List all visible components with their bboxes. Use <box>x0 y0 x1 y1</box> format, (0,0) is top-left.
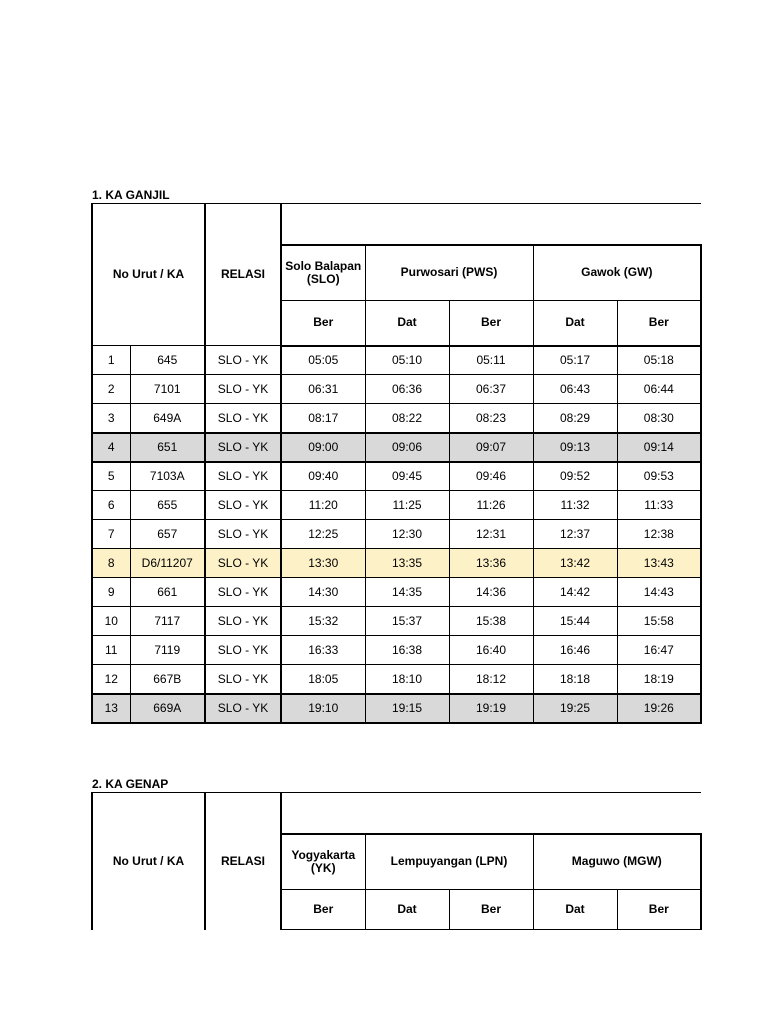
relasi-cell: SLO - YK <box>205 636 281 665</box>
time-cell: 16:38 <box>365 636 449 665</box>
time-cell: 09:46 <box>449 462 533 491</box>
time-cell: 09:13 <box>533 433 617 462</box>
time-cell: 12:30 <box>365 520 449 549</box>
time-cell: 05:17 <box>533 346 617 375</box>
time-cell: 08:29 <box>533 404 617 433</box>
header-station-lpn: Lempuyangan (LPN) <box>365 834 533 890</box>
schedule-table-genap <box>91 792 702 930</box>
time-cell: 15:32 <box>281 607 365 636</box>
time-cell: 06:43 <box>533 375 617 404</box>
time-cell: 08:23 <box>449 404 533 433</box>
time-cell: 09:40 <box>281 462 365 491</box>
table-row <box>92 636 701 665</box>
time-cell: 15:58 <box>617 607 701 636</box>
header-station-pws: Purwosari (PWS) <box>365 245 533 301</box>
time-cell: 19:25 <box>533 694 617 723</box>
schedule-table-ganjil <box>91 203 702 724</box>
time-cell: 09:52 <box>533 462 617 491</box>
header-relasi: RELASI <box>205 204 281 346</box>
subheader-dat: Dat <box>533 890 617 930</box>
time-cell: 15:37 <box>365 607 449 636</box>
train-number: 657 <box>130 520 205 549</box>
time-cell: 09:07 <box>449 433 533 462</box>
time-cell: 06:36 <box>365 375 449 404</box>
table-row <box>92 549 701 578</box>
time-cell: 11:32 <box>533 491 617 520</box>
row-number: 12 <box>92 665 130 694</box>
time-cell: 08:22 <box>365 404 449 433</box>
time-cell: 19:10 <box>281 694 365 723</box>
schedule-rows-ganjil <box>92 346 701 723</box>
table-row <box>92 375 701 404</box>
train-number: 7119 <box>130 636 205 665</box>
relasi-cell: SLO - YK <box>205 462 281 491</box>
train-number: D6/11207 <box>130 549 205 578</box>
relasi-cell: SLO - YK <box>205 375 281 404</box>
time-cell: 09:14 <box>617 433 701 462</box>
time-cell: 09:00 <box>281 433 365 462</box>
time-cell: 18:12 <box>449 665 533 694</box>
section-title-genap: 2. KA GENAP <box>92 777 169 791</box>
row-number: 10 <box>92 607 130 636</box>
time-cell: 11:26 <box>449 491 533 520</box>
time-cell: 12:38 <box>617 520 701 549</box>
row-number: 4 <box>92 433 130 462</box>
time-cell: 13:42 <box>533 549 617 578</box>
table-row <box>92 404 701 433</box>
row-number: 5 <box>92 462 130 491</box>
relasi-cell: SLO - YK <box>205 404 281 433</box>
time-cell: 19:26 <box>617 694 701 723</box>
time-cell: 08:17 <box>281 404 365 433</box>
time-cell: 18:05 <box>281 665 365 694</box>
time-cell: 12:31 <box>449 520 533 549</box>
subheader-dat: Dat <box>365 890 449 930</box>
relasi-cell: SLO - YK <box>205 520 281 549</box>
time-cell: 06:31 <box>281 375 365 404</box>
train-number: 655 <box>130 491 205 520</box>
row-number: 3 <box>92 404 130 433</box>
train-number: 645 <box>130 346 205 375</box>
time-cell: 09:53 <box>617 462 701 491</box>
train-number: 7101 <box>130 375 205 404</box>
time-cell: 05:10 <box>365 346 449 375</box>
time-cell: 16:46 <box>533 636 617 665</box>
table-row <box>92 491 701 520</box>
table-row <box>92 607 701 636</box>
time-cell: 16:33 <box>281 636 365 665</box>
header-station-mgw: Maguwo (MGW) <box>533 834 701 890</box>
relasi-cell: SLO - YK <box>205 694 281 723</box>
relasi-cell: SLO - YK <box>205 491 281 520</box>
time-cell: 14:36 <box>449 578 533 607</box>
table-row <box>92 433 701 462</box>
subheader-ber: Ber <box>449 890 533 930</box>
row-number: 8 <box>92 549 130 578</box>
time-cell: 16:40 <box>449 636 533 665</box>
relasi-cell: SLO - YK <box>205 549 281 578</box>
header-station-yk: Yogyakarta (YK) <box>281 834 365 890</box>
time-cell: 12:25 <box>281 520 365 549</box>
subheader-ber: Ber <box>449 301 533 346</box>
time-cell: 09:06 <box>365 433 449 462</box>
train-number: 7103A <box>130 462 205 491</box>
row-number: 7 <box>92 520 130 549</box>
table-row <box>92 462 701 491</box>
time-cell: 11:33 <box>617 491 701 520</box>
time-cell: 12:37 <box>533 520 617 549</box>
train-number: 667B <box>130 665 205 694</box>
header-station-slo: Solo Balapan (SLO) <box>281 245 365 301</box>
row-number: 13 <box>92 694 130 723</box>
table-row <box>92 520 701 549</box>
time-cell: 08:30 <box>617 404 701 433</box>
time-cell: 18:19 <box>617 665 701 694</box>
section-title-ganjil: 1. KA GANJIL <box>92 188 170 202</box>
time-cell: 05:18 <box>617 346 701 375</box>
time-cell: 14:43 <box>617 578 701 607</box>
time-cell: 05:05 <box>281 346 365 375</box>
time-cell: 14:42 <box>533 578 617 607</box>
table-row <box>92 346 701 375</box>
train-number: 649A <box>130 404 205 433</box>
relasi-cell: SLO - YK <box>205 346 281 375</box>
subheader-ber: Ber <box>281 890 365 930</box>
relasi-cell: SLO - YK <box>205 665 281 694</box>
header-relasi: RELASI <box>205 793 281 930</box>
header-blank <box>281 793 701 834</box>
table-row <box>92 694 701 723</box>
time-cell: 15:44 <box>533 607 617 636</box>
header-no-urut-ka: No Urut / KA <box>92 793 205 930</box>
row-number: 2 <box>92 375 130 404</box>
time-cell: 09:45 <box>365 462 449 491</box>
header-station-gw: Gawok (GW) <box>533 245 701 301</box>
relasi-cell: SLO - YK <box>205 578 281 607</box>
time-cell: 18:18 <box>533 665 617 694</box>
subheader-dat: Dat <box>533 301 617 346</box>
subheader-dat: Dat <box>365 301 449 346</box>
time-cell: 13:35 <box>365 549 449 578</box>
train-number: 651 <box>130 433 205 462</box>
row-number: 1 <box>92 346 130 375</box>
relasi-cell: SLO - YK <box>205 607 281 636</box>
table-row <box>92 578 701 607</box>
time-cell: 15:38 <box>449 607 533 636</box>
time-cell: 06:37 <box>449 375 533 404</box>
row-number: 9 <box>92 578 130 607</box>
time-cell: 13:30 <box>281 549 365 578</box>
subheader-ber: Ber <box>281 301 365 346</box>
time-cell: 19:19 <box>449 694 533 723</box>
header-blank <box>281 204 701 245</box>
train-number: 669A <box>130 694 205 723</box>
time-cell: 13:36 <box>449 549 533 578</box>
time-cell: 14:30 <box>281 578 365 607</box>
time-cell: 16:47 <box>617 636 701 665</box>
row-number: 6 <box>92 491 130 520</box>
time-cell: 06:44 <box>617 375 701 404</box>
time-cell: 05:11 <box>449 346 533 375</box>
subheader-ber: Ber <box>617 890 701 930</box>
time-cell: 19:15 <box>365 694 449 723</box>
header-no-urut-ka: No Urut / KA <box>92 204 205 346</box>
time-cell: 11:25 <box>365 491 449 520</box>
time-cell: 18:10 <box>365 665 449 694</box>
train-number: 661 <box>130 578 205 607</box>
row-number: 11 <box>92 636 130 665</box>
relasi-cell: SLO - YK <box>205 433 281 462</box>
subheader-ber: Ber <box>617 301 701 346</box>
time-cell: 14:35 <box>365 578 449 607</box>
time-cell: 13:43 <box>617 549 701 578</box>
time-cell: 11:20 <box>281 491 365 520</box>
table-row <box>92 665 701 694</box>
train-number: 7117 <box>130 607 205 636</box>
